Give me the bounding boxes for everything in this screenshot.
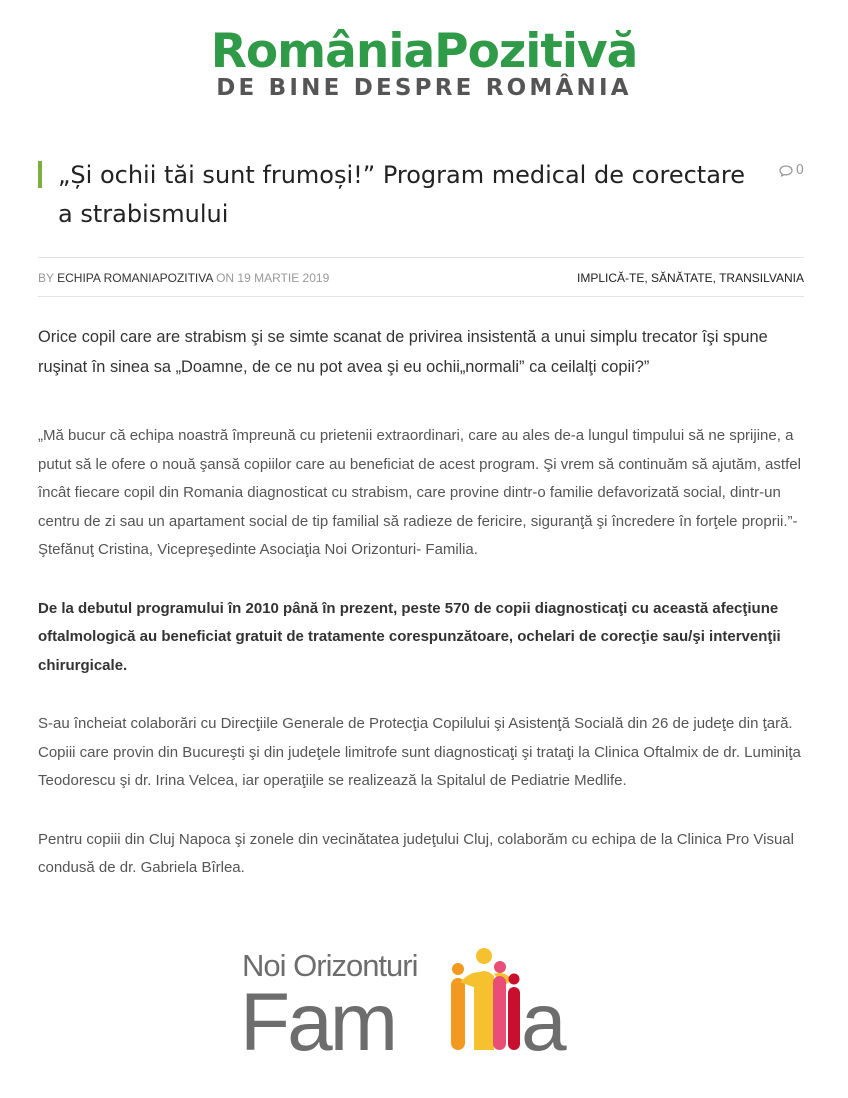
noi-orizonturi-familia-logo [238, 946, 598, 1056]
familia-logo-graphic [238, 946, 598, 1056]
logo-line1: Noi Orizonturi [242, 948, 418, 983]
article-header [38, 156, 804, 234]
logo-line2-end: a [521, 977, 567, 1056]
quote-paragraph: „Mă bucur că echipa noastră împreună cu prietenii extraordinari, care au ales de-a lungul timpului să ne sprijine, a putut să le ofere o nouă şansă copiilor care au beneficiat de acest program. Şi vrem să continuăm să ajutăm, astfel încât fiecare copil din Romania diagnosticat cu strabism, care provine dintr-o familie defavorizată social, dintr-un centru de zi sau un apartament social de tip familial să radieze de fericire, siguranţă şi încredere în forţele proprii.”- Ştefănuţ Cristina, Vicepreşedinte Asociaţia Noi Orizonturi- Familia. [38, 427, 801, 558]
author-link[interactable]: ECHIPA ROMANIAPOZITIVA [57, 271, 213, 285]
site-logo-tagline: DE BINE DESPRE ROMÂNIA [216, 75, 632, 101]
article-body [38, 322, 808, 913]
post-date: 19 MARTIE 2019 [237, 271, 330, 285]
cluj-paragraph: Pentru copiii din Cluj Napoca şi zonele din vecinătatea judeţului Cluj, colaborăm cu echipa de la Clinica Pro Visual condusă de dr. Gabriela Bîrlea. [38, 830, 794, 876]
on-label: ON [216, 271, 235, 285]
by-label: BY [38, 271, 54, 285]
article-title: „Și ochii tăi sunt frumoși!” Program medical de corectare a strabismului [58, 161, 746, 228]
lead-paragraph: Orice copil care are strabism şi se simte scanat de privirea insistentă a unui simplu trecator îşi spune ruşinat în sinea sa „Doamne, de ce nu pot avea şi eu ochii„normali” ca ceilalţi copii?” [38, 328, 768, 376]
post-categories [577, 258, 804, 298]
site-logo-title: RomâniaPozitivă [210, 24, 638, 79]
comments-link[interactable] [779, 163, 804, 178]
category-separator: , [712, 271, 720, 285]
post-meta [38, 257, 804, 297]
category-link-transilvania[interactable]: TRANSILVANIA [719, 271, 804, 285]
title-accent-bar [38, 161, 42, 188]
category-link-implica-te[interactable]: IMPLICĂ-TE [577, 271, 645, 285]
logo-line2-start: Fam [240, 977, 395, 1056]
family-figures-icon [451, 948, 520, 1050]
site-logo[interactable] [0, 24, 848, 100]
highlight-paragraph: De la debutul programului în 2010 până în prezent, peste 570 de copii diagnosticaţi cu această afecţiune oftalmologică au beneficiat gratuit de tratamente corespunzătoare, ochelari de corecţie sau/şi intervenţii chirurgicale. [38, 599, 781, 674]
collaboration-paragraph: S-au încheiat colaborări cu Direcţiile Generale de Protecţia Copilului şi Asistenţă Socială din 26 de judeţe din ţară. Copiii care provin din Bucureşti şi din judeţele limitrofe sunt diagnosticaţi şi trataţi la Clinica Oftalmix de dr. Luminiţa Teodorescu şi dr. Irina Velcea, iar operaţiile se realizează la Spitalul de Pediatrie Medlife. [38, 715, 801, 789]
comment-count: 0 [795, 163, 804, 178]
category-separator: , [644, 271, 652, 285]
category-link-sanatate[interactable]: SĂNĂTATE [651, 271, 713, 285]
comment-bubble-icon [779, 165, 793, 177]
post-meta-byline [38, 258, 329, 298]
